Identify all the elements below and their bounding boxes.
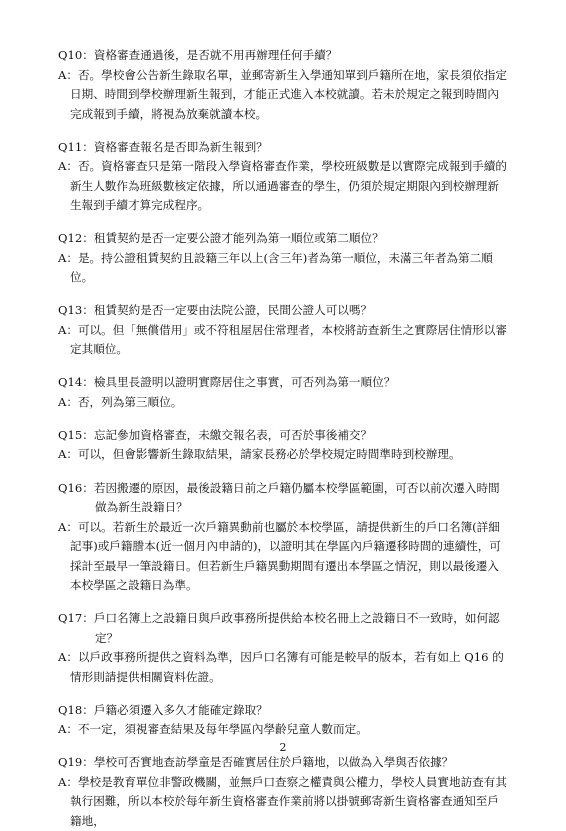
faq-item-q18	[58, 701, 510, 740]
question: Q16：若因搬遷的原因，最後設籍日前之戶籍仍屬本校學區範圍，可否以前次遷入時間做為新生設籍日？	[58, 480, 500, 515]
answer: A：可以，但會影響新生錄取結果，請家長務必於學校規定時間準時到校辦理。	[58, 447, 461, 462]
answer: A：以戶政事務所提供之資料為準，因戶口名簿有可能是較早的版本，若有如上 Q16 的情形則請提供相關資料佐證。	[58, 650, 504, 684]
answer: A：不一定，須視審查結果及每年學區內學齡兒童人數而定。	[58, 722, 368, 737]
question: Q13：租賃契約是否一定要由法院公證，民間公證人可以嗎？	[58, 303, 373, 318]
faq-item-q12	[58, 229, 510, 288]
question: Q11：資格審查報名是否即為新生報到？	[58, 139, 268, 154]
question: Q12：租賃契約是否一定要公證才能列為第一順位或第二順位？	[58, 231, 384, 246]
question: Q10：資格審查通過後，是否就不用再辦理任何手續？	[58, 48, 338, 62]
faq-item-q16	[58, 479, 510, 596]
question: Q15：忘記參加資格審查，未繳交報名表，可否於事後補交？	[58, 427, 373, 442]
answer: A：否。資格審查只是第一階段入學資格審查作業，學校班級數是以實際完成報到手續的新生人數作為班級數核定依據，所以通過審查的學生，仍須於規定期限內到校辦理新生報到手續才算完成程序。	[58, 159, 507, 213]
question: Q17：戶口名簿上之設籍日與戶政事務所提供給本校名冊上之設籍日不一致時，如何認定？	[58, 611, 500, 645]
answer: A：可以。若新生於最近一次戶籍異動前也屬於本校學區，請提供新生的戶口名簿(詳細記事)或戶籍謄本(近一個月內申請的)，以證明其在學區內戶籍遷移時間的連續性，可採計至最早一筆設籍日。但若新生戶籍異動期間有遷出本學區之情況，則以最後遷入本校學區之設籍日為準。	[58, 519, 501, 593]
faq-item-q14	[58, 373, 510, 412]
faq-item-q13	[58, 301, 510, 360]
faq-item-q10	[58, 46, 510, 124]
question: Q19：學校可否實地查訪學童是否確實居住於戶籍地，以做為入學與否依據？	[58, 755, 454, 770]
faq-item-q15	[58, 426, 510, 465]
answer: A：學校是教育單位非警政機關，並無戶口查察之權責與公權力，學校人員實地訪查有其執行困難，所以本校於每年新生資格審查作業前將以掛號郵寄新生資格審查通知至戶籍地，	[58, 774, 507, 828]
question: Q14：檢具里長證明以證明實際居住之事實，可否列為第一順位？	[58, 375, 396, 390]
faq-item-q17	[58, 609, 510, 687]
question: Q18：戶籍必須遷入多久才能確定錄取？	[58, 702, 268, 717]
page-number: 2	[279, 741, 287, 754]
faq-item-q19	[58, 753, 510, 831]
answer: A：否，列為第三順位。	[58, 394, 183, 409]
answer: A：是。持公證租賃契約且設籍三年以上(含三年)者為第一順位，未滿三年者為第二順位。	[58, 250, 493, 285]
answer: A：否。學校會公告新生錄取名單，並郵寄新生入學通知單到戶籍所在地，家長須依指定日期、時間到學校辦理新生報到，才能正式進入本校就讀。若未於規定之報到時間內完成報到手續，將視為放棄就讀本校。	[58, 67, 507, 121]
answer: A：可以。但「無償借用」或不符租屋居住常理者，本校將訪查新生之實際居住情形以審定其順位。	[58, 322, 507, 357]
faq-item-q11	[58, 138, 510, 216]
